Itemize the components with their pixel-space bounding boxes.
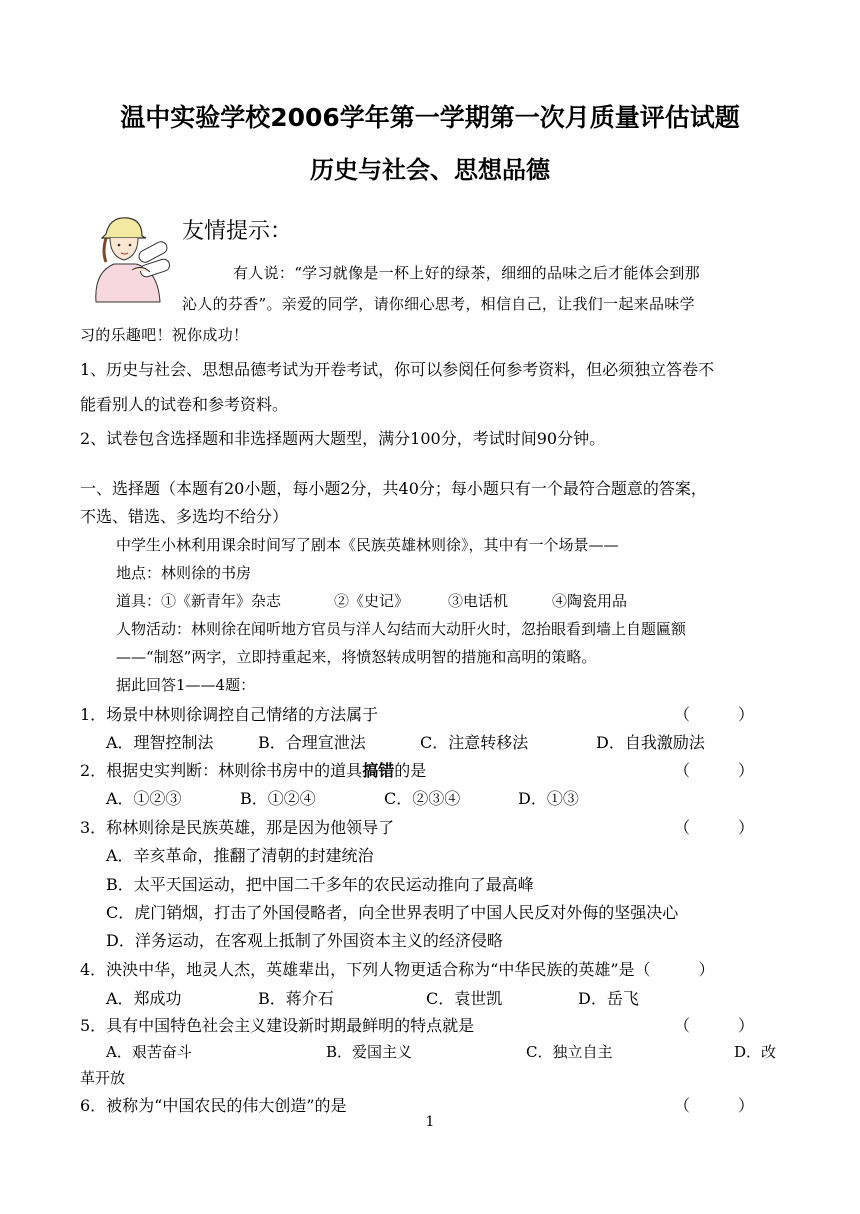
q2-stem-post: 的是 — [394, 761, 427, 780]
scenario-intro: 中学生小林利用课余时间写了剧本《民族英雄林则徐》，其中有一个场景—— — [116, 536, 619, 554]
scenario-prop-2: ②《史记》 — [334, 592, 410, 610]
q5-option-d-continued: 革开放 — [80, 1069, 126, 1087]
scenario-props-label: 道具：①《新青年》杂志 — [116, 592, 282, 610]
q4-stem: 4．泱泱中华，地灵人杰，英雄辈出，下列人物更适合称为“中华民族的英雄”是（ ） — [80, 960, 715, 979]
q6-answer-blank: （ ） — [674, 1096, 755, 1115]
q2-option-d: D．①③ — [518, 789, 579, 808]
tips-line-2: 沁人的芬香”。亲爱的同学，请你细心思考，相信自己，让我们一起来品味学 — [182, 295, 695, 313]
tips-line-1: 有人说：“学习就像是一杯上好的绿茶，细细的品味之后才能体会到那 — [233, 264, 700, 282]
q5-stem: 5．具有中国特色社会主义建设新时期最鲜明的特点就是 — [80, 1016, 475, 1035]
q2-option-c: C．②③④ — [384, 789, 461, 808]
page-number: 1 — [425, 1114, 435, 1130]
note-2: 2、试卷包含选择题和非选择题两大题型，满分100分，考试时间90分钟。 — [80, 429, 606, 448]
scenario-prop-4: ④陶瓷用品 — [552, 592, 628, 610]
q2-stem-emphasis: 搞错 — [362, 761, 395, 780]
q2-stem — [80, 758, 426, 781]
scenario-answer-range: 据此回答1——4题： — [116, 676, 256, 694]
scenario-activity-line-1: 人物活动：林则徐在闻听地方官员与洋人勾结而大动肝火时，忽抬眼看到墙上自题匾额 — [116, 620, 687, 638]
q5-answer-blank: （ ） — [674, 1016, 755, 1035]
q2-answer-blank: （ ） — [674, 761, 755, 780]
q1-option-b: B．合理宣泄法 — [258, 733, 366, 752]
worker-illustration — [80, 212, 178, 304]
section-heading-line-1: 一、选择题（本题有20小题，每小题2分，共40分；每小题只有一个最符合题意的答案， — [80, 479, 707, 498]
q3-option-c: C．虎门销烟，打击了外国侵略者，向全世界表明了中国人民反对外侮的坚强决心 — [106, 903, 679, 922]
scenario-activity-line-2: ——“制怒”两字，立即持重起来，将愤怒转成明智的措施和高明的策略。 — [116, 648, 597, 666]
exam-subtitle: 历史与社会、思想品德 — [310, 156, 550, 184]
q2-option-b: B．①②④ — [240, 789, 316, 808]
note-1-line-2: 能看别人的试卷和参考资料。 — [80, 395, 289, 414]
q3-stem: 3．称林则徐是民族英雄，那是因为他领导了 — [80, 818, 395, 837]
exam-title: 温中实验学校2006学年第一学期第一次月质量评估试题 — [120, 103, 740, 132]
q3-answer-blank: （ ） — [674, 818, 755, 837]
q4-option-a: A．郑成功 — [106, 989, 182, 1008]
q1-answer-blank: （ ） — [674, 705, 755, 724]
q5-option-a: A．艰苦奋斗 — [106, 1043, 192, 1061]
q1-option-c: C．注意转移法 — [420, 733, 529, 752]
q1-stem: 1．场景中林则徐调控自己情绪的方法属于 — [80, 705, 379, 724]
q5-option-d: D．改 — [734, 1043, 777, 1061]
q5-option-c: C．独立自主 — [526, 1043, 613, 1061]
q3-option-a: A．辛亥革命，推翻了清朝的封建统治 — [106, 846, 374, 865]
q5-option-b: B．爱国主义 — [326, 1043, 413, 1061]
q4-option-c: C．袁世凯 — [426, 989, 503, 1008]
q4-option-b: B．蒋介石 — [258, 989, 334, 1008]
q2-option-a: A．①②③ — [106, 789, 182, 808]
tips-heading: 友情提示： — [182, 219, 293, 244]
q1-option-a: A．理智控制法 — [106, 733, 214, 752]
q2-stem-pre: 2．根据史实判断：林则徐书房中的道具 — [80, 761, 363, 780]
scenario-place: 地点：林则徐的书房 — [116, 564, 252, 582]
tips-line-3: 习的乐趣吧！祝你成功！ — [80, 326, 249, 344]
scenario-prop-3: ③电话机 — [448, 592, 509, 610]
q4-option-d: D．岳飞 — [578, 989, 639, 1008]
q1-option-d: D．自我激励法 — [596, 733, 705, 752]
q3-option-d: D．洋务运动，在客观上抵制了外国资本主义的经济侵略 — [106, 931, 503, 950]
note-1-line-1: 1、历史与社会、思想品德考试为开卷考试，你可以参阅任何参考资料，但必须独立答卷不 — [80, 360, 715, 379]
q3-option-b: B．太平天国运动，把中国二千多年的农民运动推向了最高峰 — [106, 875, 534, 894]
q6-stem: 6．被称为“中国农民的伟大创造”的是 — [80, 1096, 347, 1115]
section-heading-line-2: 不选、错选、多选均不给分） — [80, 507, 289, 526]
